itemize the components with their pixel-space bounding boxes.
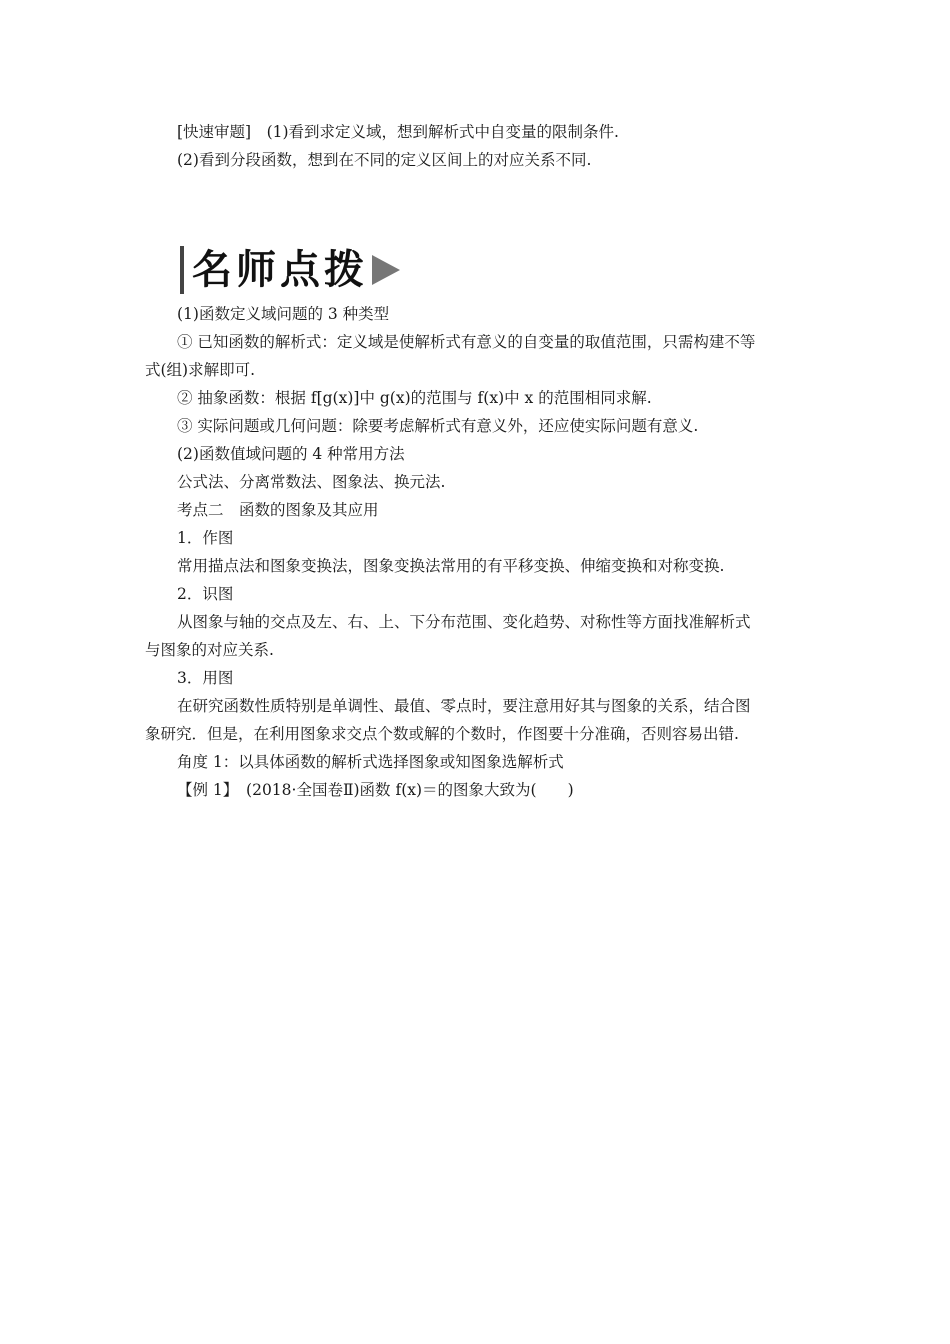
paragraph: 象研究．但是，在利用图象求交点个数或解的个数时，作图要十分准确，否则容易出错.: [145, 725, 739, 743]
paragraph: ③ 实际问题或几何问题：除要考虑解析式有意义外，还应使实际问题有意义.: [177, 417, 699, 435]
banner-title: 名师点拨: [192, 247, 368, 293]
play-arrow-icon: [372, 255, 400, 285]
subheading: 2．识图: [177, 585, 234, 603]
paragraph: 角度 1：以具体函数的解析式选择图象或知图象选解析式: [177, 753, 564, 771]
paragraph: 式(组)求解即可.: [145, 361, 256, 379]
paragraph: 从图象与轴的交点及左、右、上、下分布范围、变化趋势、对称性等方面找准解析式: [177, 613, 751, 631]
subheading: 1．作图: [177, 529, 234, 547]
paragraph: 在研究函数性质特别是单调性、最值、零点时，要注意用好其与图象的关系，结合图: [177, 697, 751, 715]
paragraph: 与图象的对应关系.: [145, 641, 274, 659]
paragraph: ② 抽象函数：根据 f[g(x)]中 g(x)的范围与 f(x)中 x 的范围相同求解.: [177, 389, 652, 407]
paragraph: 公式法、分离常数法、图象法、换元法.: [177, 473, 446, 491]
paragraph: (2)函数值域问题的 4 种常用方法: [177, 445, 405, 463]
paragraph: ① 已知函数的解析式：定义域是使解析式有意义的自变量的取值范围，只需构建不等: [177, 333, 756, 351]
paragraph: (1)函数定义域问题的 3 种类型: [177, 305, 390, 323]
subheading: 3．用图: [177, 669, 234, 687]
example-heading: 【例 1】 (2018·全国卷Ⅱ)函数 f(x)＝的图象大致为( ): [177, 781, 574, 799]
quick-review-line-2: (2)看到分段函数，想到在不同的定义区间上的对应关系不同.: [177, 151, 592, 169]
banner-bar: [180, 246, 184, 294]
quick-review-line-1: [快速审题] (1)看到求定义域，想到解析式中自变量的限制条件.: [177, 123, 619, 141]
section-banner: [180, 244, 400, 296]
paragraph: 常用描点法和图象变换法，图象变换法常用的有平移变换、伸缩变换和对称变换.: [177, 557, 725, 575]
section-heading: 考点二 函数的图象及其应用: [177, 501, 379, 519]
